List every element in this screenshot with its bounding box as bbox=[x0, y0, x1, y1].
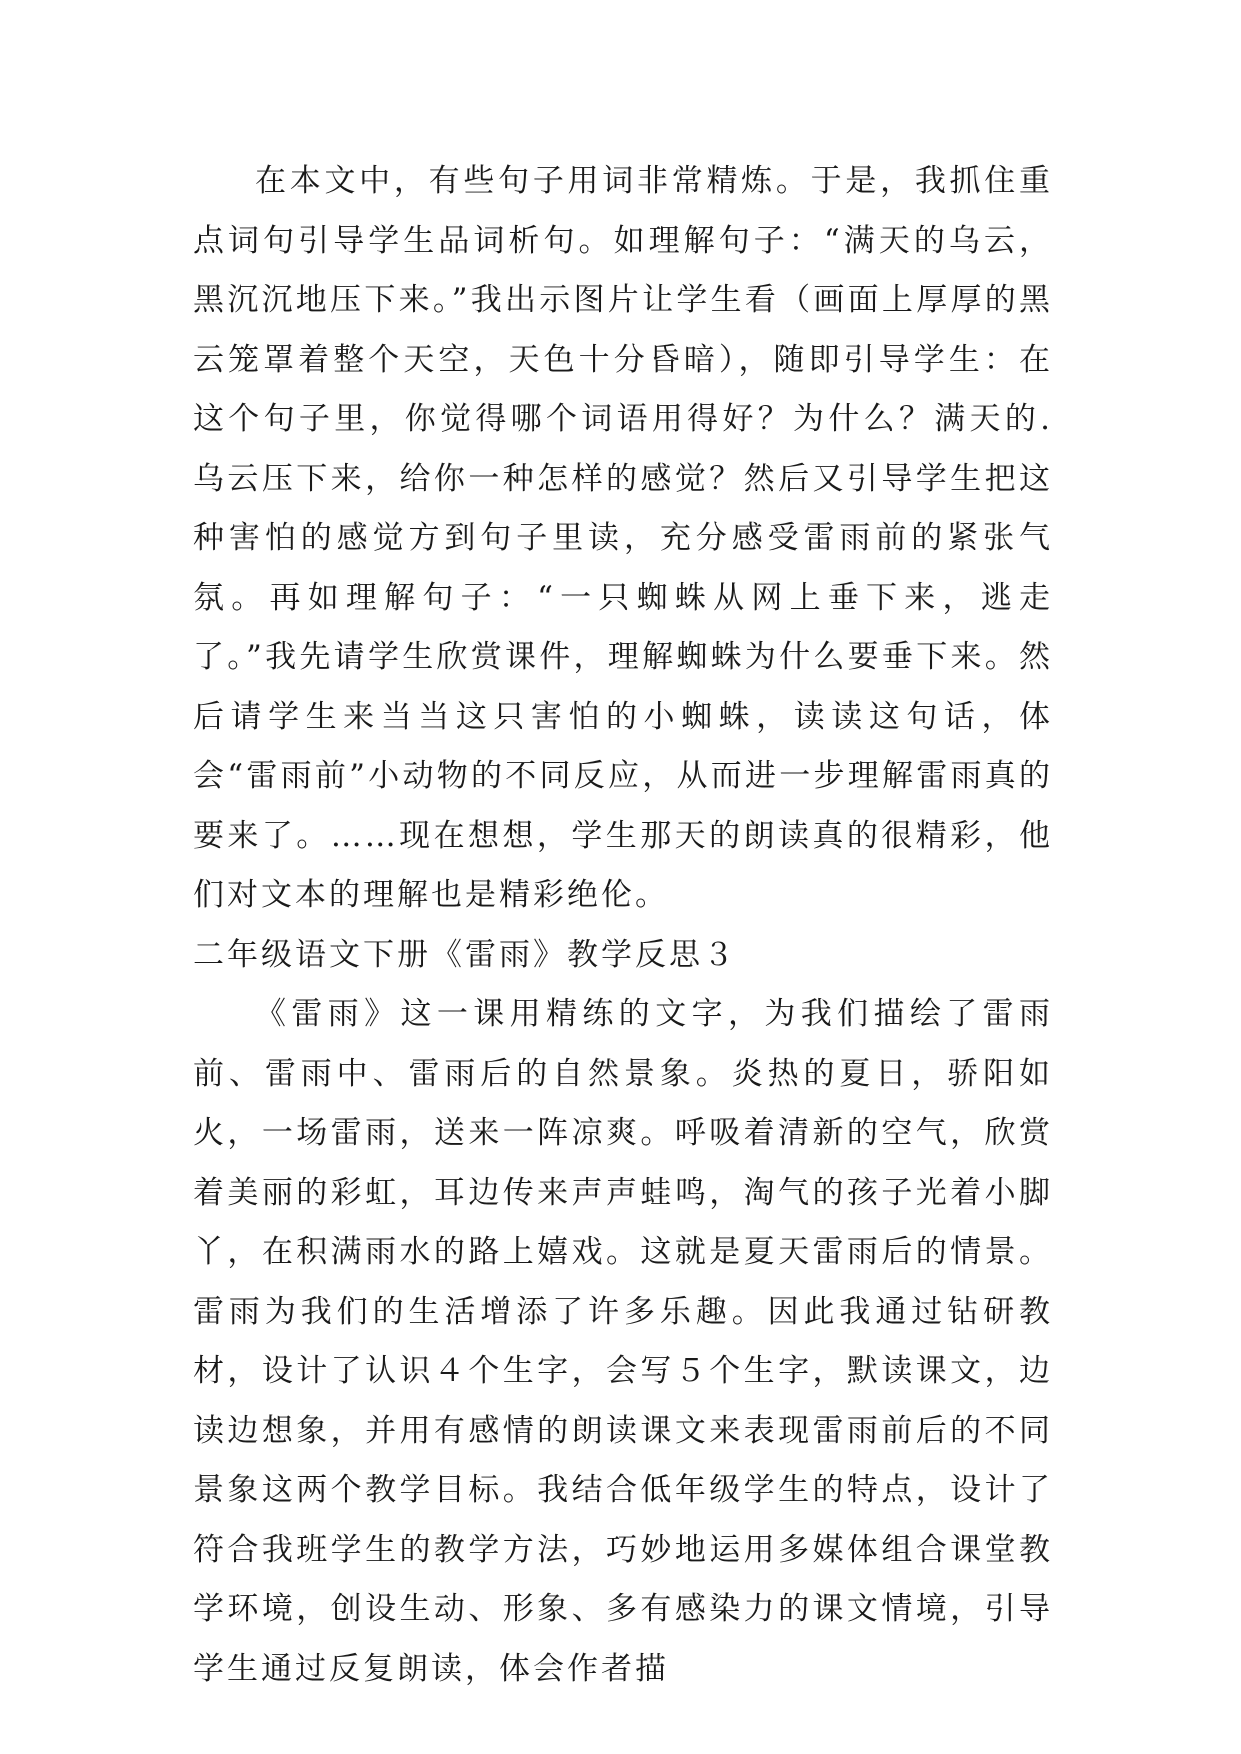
body-paragraph: 在本文中，有些句子用词非常精炼。于是，我抓住重点词句引导学生品词析句。如理解句子：“满天的乌云，黑沉沉地压下来。”我出示图片让学生看（画面上厚厚的黑云笼罩着整个天空，天色十分昏暗），随即引导学生：在这个句子里，你觉得哪个词语用得好？为什么？满天的.乌云压下来，给你一种怎样的感觉？然后又引导学生把这种害怕的感觉方到句子里读，充分感受雷雨前的紧张气氛。再如理解句子：“一只蜘蛛从网上垂下来，逃走了。”我先请学生欣赏课件，理解蜘蛛为什么要垂下来。然后请学生来当当这只害怕的小蜘蛛，读读这句话，体会“雷雨前”小动物的不同反应，从而进一步理解雷雨真的要来了。……现在想想，学生那天的朗读真的很精彩，他们对文本的理解也是精彩绝伦。 bbox=[193, 163, 1053, 913]
body-paragraph: 《雷雨》这一课用精练的文字，为我们描绘了雷雨前、雷雨中、雷雨后的自然景象。炎热的夏日，骄阳如火，一场雷雨，送来一阵凉爽。呼吸着清新的空气，欣赏着美丽的彩虹，耳边传来声声蛙鸣，淘气的孩子光着小脚丫，在积满雨水的路上嬉戏。这就是夏天雷雨后的情景。雷雨为我们的生活增添了许多乐趣。因此我通过钻研教材，设计了认识４个生字，会写５个生字，默读课文，边读边想象，并用有感情的朗读课文来表现雷雨前后的不同景象这两个教学目标。我结合低年级学生的特点，设计了符合我班学生的教学方法，巧妙地运用多媒体组合课堂教学环境，创设生动、形象、多有感染力的课文情境，引导学生通过反复朗读，体会作者描 bbox=[193, 996, 1053, 1687]
document-body bbox=[193, 152, 1053, 1699]
section-heading: 二年级语文下册《雷雨》教学反思３ bbox=[193, 936, 737, 973]
